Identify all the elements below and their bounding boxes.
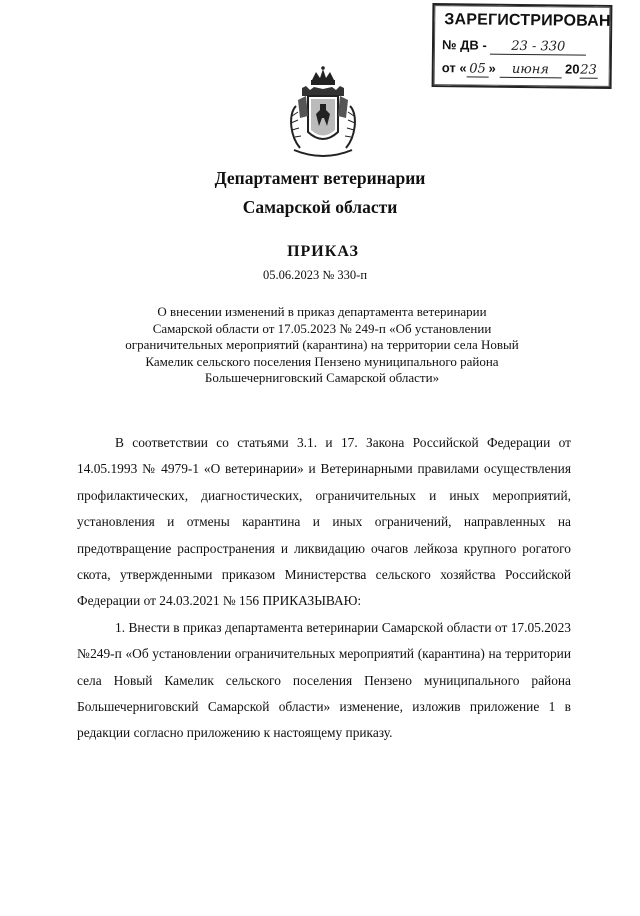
stamp-number-label: № ДВ - <box>441 37 487 53</box>
samara-coat-of-arms-icon <box>286 66 360 162</box>
stamp-date-prefix: от « <box>441 60 467 76</box>
department-name-line1: Департамент ветеринарии <box>214 168 426 188</box>
subject-line: Камелик сельского поселения Пензено муниципального района <box>145 353 499 369</box>
registration-stamp <box>432 3 613 89</box>
subject-line: ограничительных мероприятий (карантина) на территории села Новый <box>125 337 519 352</box>
subject-line: Большечерниговский Самарской области» <box>204 370 440 385</box>
subject-line: Самарской области от 17.05.2023 № 249-п «Об установлении <box>152 320 492 336</box>
stamp-date-year: 23 <box>580 62 597 78</box>
clause-1-paragraph: 1. Внести в приказ департамента ветеринарии Самарской области от 17.05.2023 №249-п «Об установлении ограничительных мероприятий (карантина) на территории села Новый Камелик сельского поселения Пензено муниципального района Большечерниговский Самарской области» изменение, изложив приложение 1 в редакции согласно приложению к настоящему приказу. <box>77 619 571 741</box>
stamp-date-line <box>442 60 598 79</box>
stamp-date-day: 05 <box>466 62 488 77</box>
document-title: ПРИКАЗ <box>287 243 359 260</box>
department-name-line2: Самарской области <box>242 197 398 217</box>
stamp-date-quote: » <box>488 60 496 76</box>
subject-line: О внесении изменений в приказ департамента ветеринарии <box>157 304 487 319</box>
stamp-title: ЗАРЕГИСТРИРОВАН <box>444 11 611 30</box>
stamp-date-month: июня <box>499 63 561 79</box>
stamp-number-value: 23 - 330 <box>490 40 586 56</box>
preamble-paragraph: В соответствии со статьями 3.1. и 17. Закона Российской Федерации от 14.05.1993 № 4979-1 «О ветеринарии» и Ветеринарными правилами осуществления профилактических, диагностических, ограничительных и иных мероприятий, установления и отмены карантина и иных ограничений, направленных на предотвращение распространения и ликвидацию очагов лейкоза крупного рогатого скота, утвержденными приказом Министерства сельского хозяйства Российской Федерации от 24.03.2021 № 156 ПРИКАЗЫВАЮ: <box>77 435 571 609</box>
order-body <box>77 430 571 747</box>
stamp-date-year-prefix: 20 <box>564 61 580 77</box>
order-date-number: 05.06.2023 № 330-п <box>262 268 368 282</box>
stamp-number-line <box>442 37 586 56</box>
order-subject <box>112 304 532 387</box>
